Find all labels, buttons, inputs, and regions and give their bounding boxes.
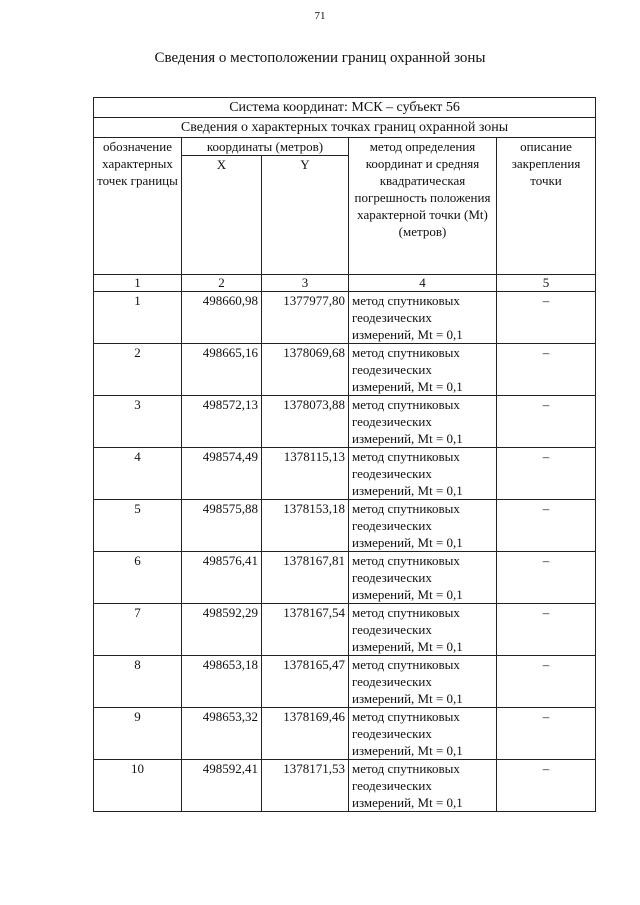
column-number: 1: [94, 275, 182, 292]
table-row: [94, 604, 596, 656]
table-row: [94, 708, 596, 760]
coordinate-y: 1378115,13: [262, 448, 349, 500]
section-header: Сведения о характерных точках границ охранной зоны: [94, 118, 596, 138]
header-coordinates: координаты (метров): [182, 138, 349, 156]
coordinate-y: 1377977,80: [262, 292, 349, 344]
table-row: [94, 292, 596, 344]
point-number: 7: [94, 604, 182, 656]
table-row: [94, 500, 596, 552]
fixation-description: –: [497, 292, 596, 344]
method-description: метод спутниковых геодезических измерений, Mt = 0,1: [349, 552, 497, 604]
fixation-description: –: [497, 656, 596, 708]
document-title: Сведения о местоположении границ охранной зоны: [154, 50, 486, 66]
coordinate-y: 1378069,68: [262, 344, 349, 396]
coordinate-x: 498592,29: [182, 604, 262, 656]
header-method: метод определения координат и средняя квадратическая погрешность положения характерной точки (Mt) (метров): [349, 138, 497, 275]
header-point-designation: обозначение характерных точек границы: [94, 138, 182, 275]
coordinate-y: 1378167,81: [262, 552, 349, 604]
fixation-description: –: [497, 448, 596, 500]
point-number: 4: [94, 448, 182, 500]
table-row: [94, 396, 596, 448]
point-number: 2: [94, 344, 182, 396]
coordinate-y: 1378165,47: [262, 656, 349, 708]
coordinate-y: 1378073,88: [262, 396, 349, 448]
table-row: [94, 344, 596, 396]
fixation-description: –: [497, 708, 596, 760]
header-fixation: описание закрепления точки: [497, 138, 596, 275]
table-row: [94, 552, 596, 604]
point-number: 9: [94, 708, 182, 760]
coordinate-y: 1378167,54: [262, 604, 349, 656]
column-number: 3: [262, 275, 349, 292]
fixation-description: –: [497, 760, 596, 812]
fixation-description: –: [497, 500, 596, 552]
coordinate-y: 1378153,18: [262, 500, 349, 552]
method-description: метод спутниковых геодезических измерений, Mt = 0,1: [349, 448, 497, 500]
column-number: 5: [497, 275, 596, 292]
column-number: 4: [349, 275, 497, 292]
coordinate-x: 498665,16: [182, 344, 262, 396]
method-description: метод спутниковых геодезических измерений, Mt = 0,1: [349, 760, 497, 812]
fixation-description: –: [497, 604, 596, 656]
header-y: Y: [262, 156, 349, 275]
point-number: 8: [94, 656, 182, 708]
coordinate-x: 498575,88: [182, 500, 262, 552]
point-number: 10: [94, 760, 182, 812]
method-description: метод спутниковых геодезических измерений, Mt = 0,1: [349, 292, 497, 344]
table-row: [94, 760, 596, 812]
boundary-points-table: [93, 97, 596, 812]
page-number: 71: [314, 10, 326, 22]
table-row: [94, 448, 596, 500]
coordinate-y: 1378169,46: [262, 708, 349, 760]
coordinate-system-header: Система координат: МСК – субъект 56: [94, 98, 596, 118]
coordinate-x: 498574,49: [182, 448, 262, 500]
coordinate-x: 498592,41: [182, 760, 262, 812]
method-description: метод спутниковых геодезических измерений, Mt = 0,1: [349, 656, 497, 708]
coordinate-x: 498576,41: [182, 552, 262, 604]
fixation-description: –: [497, 552, 596, 604]
header-x: X: [182, 156, 262, 275]
method-description: метод спутниковых геодезических измерений, Mt = 0,1: [349, 500, 497, 552]
method-description: метод спутниковых геодезических измерений, Mt = 0,1: [349, 708, 497, 760]
method-description: метод спутниковых геодезических измерений, Mt = 0,1: [349, 344, 497, 396]
column-number: 2: [182, 275, 262, 292]
coordinate-x: 498653,32: [182, 708, 262, 760]
coordinate-x: 498660,98: [182, 292, 262, 344]
coordinate-x: 498653,18: [182, 656, 262, 708]
method-description: метод спутниковых геодезических измерений, Mt = 0,1: [349, 396, 497, 448]
method-description: метод спутниковых геодезических измерений, Mt = 0,1: [349, 604, 497, 656]
point-number: 3: [94, 396, 182, 448]
point-number: 6: [94, 552, 182, 604]
table-row: [94, 656, 596, 708]
fixation-description: –: [497, 396, 596, 448]
coordinate-y: 1378171,53: [262, 760, 349, 812]
coordinate-x: 498572,13: [182, 396, 262, 448]
point-number: 1: [94, 292, 182, 344]
table-body: [94, 292, 596, 812]
fixation-description: –: [497, 344, 596, 396]
point-number: 5: [94, 500, 182, 552]
column-number-row: [94, 275, 596, 292]
